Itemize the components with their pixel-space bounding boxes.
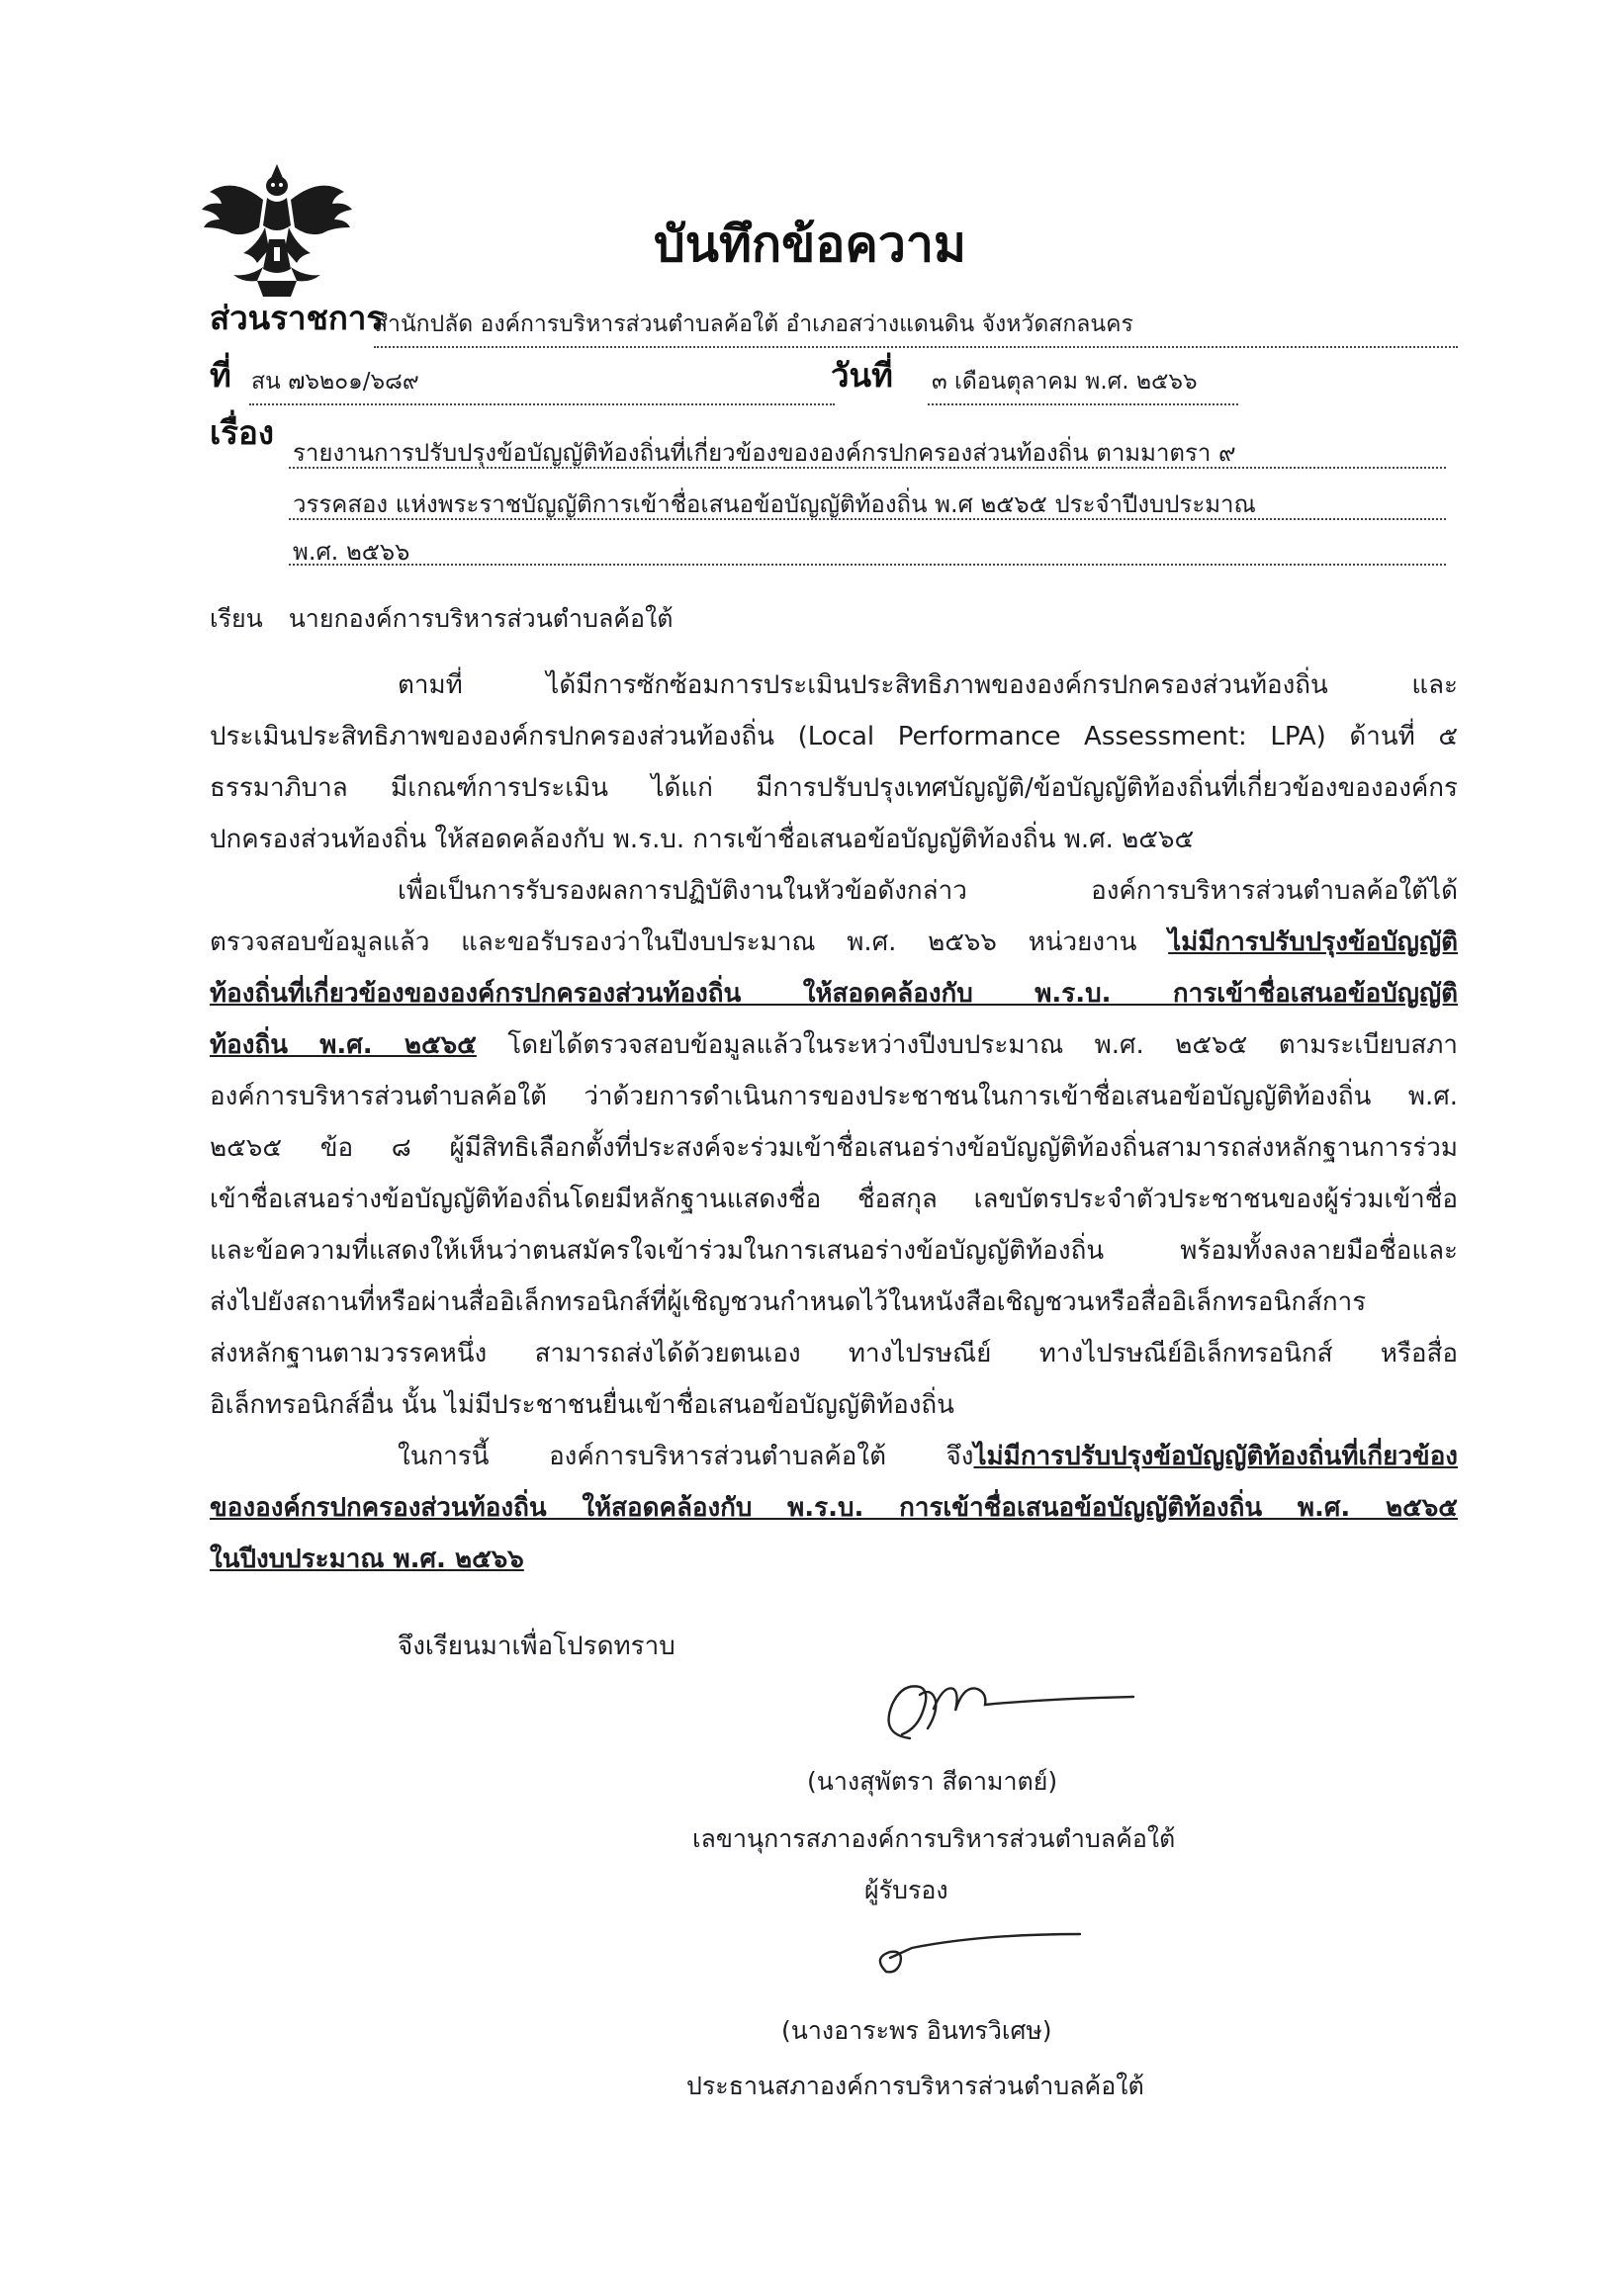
para2-line-1: เพื่อเป็นการรับรองผลการปฏิบัติงานในหัวข้อดังกล่าว องค์การบริหารส่วนตำบลค้อใต้ได้ <box>398 876 1458 906</box>
para2-line-6: ๒๕๖๕ ข้อ ๘ ผู้มีสิทธิเลือกตั้งที่ประสงค์จะร่วมเข้าชื่อเสนอร่างข้อบัญญัติท้องถิ่นสามารถส่งหลักฐานการร่วม <box>210 1133 1458 1163</box>
date-dotline <box>928 403 1238 405</box>
para2-line-3 <box>210 981 1458 1011</box>
para3-line-3 <box>210 1546 1458 1572</box>
para2-line-11: อิเล็กทรอนิกส์อื่น นั้น ไม่มีประชาชนยื่นเข้าชื่อเสนอข้อบัญญัติท้องถิ่น <box>210 1390 954 1420</box>
signatory-2-name: (นางอาระพร อินทรวิเศษ) <box>781 2016 1052 2045</box>
salutation <box>210 599 673 639</box>
para3-line-2 <box>210 1495 1458 1525</box>
para2-line-10: ส่งหลักฐานตามวรรคหนึ่ง สามารถส่งได้ด้วยตนเอง ทางไปรษณีย์ ทางไปรษณีย์อิเล็กทรอนิกส์ หรือสื่อ <box>210 1339 1458 1369</box>
department-value: สำนักปลัด องค์การบริหารส่วนตำบลค้อใต้ อำเภอสว่างแดนดิน จังหวัดสกลนคร <box>374 311 1133 337</box>
para1-line-3: ธรรมาภิบาล มีเกณฑ์การประเมิน ได้แก่ มีการปรับปรุงเทศบัญญัติ/ข้อบัญญัติท้องถิ่นที่เกี่ยวข้องขององค์กร <box>210 773 1458 803</box>
department-row <box>210 299 1458 348</box>
subject-line-2: วรรคสอง แห่งพระราชบัญญัติการเข้าชื่อเสนอข้อบัญญัติท้องถิ่น พ.ศ ๒๕๖๕ ประจำปีงบประมาณ <box>293 490 1256 518</box>
para2-line-2-text: ตรวจสอบข้อมูลแล้ว และขอรับรองว่าในปีงบประมาณ พ.ศ. ๒๕๖๖ หน่วยงาน <box>210 927 1169 957</box>
ref-label: ที่ <box>210 356 231 395</box>
para3-line-2-emphasis: ขององค์กรปกครองส่วนท้องถิ่น ให้สอดคล้องกับ พ.ร.บ. การเข้าชื่อเสนอข้อบัญญัติท้องถิ่น พ.ศ. ๒๕๖๕ <box>210 1493 1458 1523</box>
subject-dotline-1 <box>289 467 1446 469</box>
signatory-2-position: ประธานสภาองค์การบริหารส่วนตำบลค้อใต้ <box>686 2072 1144 2100</box>
para2-line-2 <box>210 929 1458 959</box>
closing-line: จึงเรียนมาเพื่อโปรดทราบ <box>398 1632 675 1661</box>
para3-line-1-text: ในการนี้ องค์การบริหารส่วนตำบลค้อใต้ จึง <box>398 1442 974 1471</box>
subject-line-1: รายงานการปรับปรุงข้อบัญญัติท้องถิ่นที่เกี่ยวข้องขององค์กรปกครองส่วนท้องถิ่น ตามมาตรา ๙ <box>293 439 1236 467</box>
department-label: ส่วนราชการ <box>210 299 385 337</box>
para2-line-4-text: โดยได้ตรวจสอบข้อมูลแล้วในระหว่างปีงบประมาณ พ.ศ. ๒๕๖๕ ตามระเบียบสภา <box>476 1030 1458 1060</box>
para2-line-4-emphasis: ท้องถิ่น พ.ศ. ๒๕๖๕ <box>210 1030 477 1060</box>
ref-date-row <box>210 356 1238 405</box>
memo-title: บันทึกข้อความ <box>654 216 966 273</box>
department-dotline <box>374 346 1458 348</box>
para2-line-2-emphasis: ไม่มีการปรับปรุงข้อบัญญัติ <box>1168 927 1458 957</box>
signatory-1-name: (นางสุพัตรา สีดามาตย์) <box>807 1767 1058 1796</box>
para1-line-2: ประเมินประสิทธิภาพขององค์กรปกครองส่วนท้องถิ่น (Local Performance Assessment: LPA) ด้านที่ ๕ <box>210 722 1458 751</box>
para3-line-1 <box>398 1444 1458 1473</box>
ref-dotline <box>249 403 835 405</box>
para1-line-1: ตามที่ ได้มีการซักซ้อมการประเมินประสิทธิภาพขององค์กรปกครองส่วนท้องถิ่น และ <box>398 670 1458 700</box>
para2-line-3-emphasis: ท้องถิ่นที่เกี่ยวข้องขององค์กรปกครองส่วนท้องถิ่น ให้สอดคล้องกับ พ.ร.บ. การเข้าชื่อเสนอข้อบัญญัติ <box>210 979 1458 1009</box>
signatory-1-position: เลขานุการสภาองค์การบริหารส่วนตำบลค้อใต้ <box>692 1824 1176 1853</box>
para2-line-8: และข้อความที่แสดงให้เห็นว่าตนสมัครใจเข้าร่วมในการเสนอร่างข้อบัญญัติท้องถิ่น พร้อมทั้งลงลายมือชื่อและ <box>210 1236 1458 1266</box>
subject-dotline-3 <box>289 564 1446 566</box>
subject-label-row <box>210 413 289 463</box>
subject-line-3: พ.ศ. ๒๕๖๖ <box>293 538 410 566</box>
date-value: ๓ เดือนตุลาคม พ.ศ. ๒๕๖๖ <box>932 369 1198 395</box>
para3-line-1-emphasis: ไม่มีการปรับปรุงข้อบัญญัติท้องถิ่นที่เกี่ยวข้อง <box>973 1442 1458 1471</box>
salutation-value: นายกองค์การบริหารส่วนตำบลค้อใต้ <box>288 604 674 633</box>
para2-line-7: เข้าชื่อเสนอร่างข้อบัญญัติท้องถิ่นโดยมีหลักฐานแสดงชื่อ ชื่อสกุล เลขบัตรประจำตัวประชาชนของผู้ร่วมเข้าชื่อ <box>210 1185 1458 1214</box>
salutation-label: เรียน <box>210 604 263 633</box>
para2-line-9: ส่งไปยังสถานที่หรือผ่านสื่ออิเล็กทรอนิกส์ที่ผู้เชิญชวนกำหนดไว้ในหนังสือเชิญชวนหรือสื่ออิเล็กทรอนิกส์การ <box>210 1287 1367 1317</box>
signature-1-image <box>858 1661 1135 1770</box>
para2-line-4 <box>210 1032 1458 1062</box>
subject-label: เรื่อง <box>210 413 274 452</box>
signature-2-image <box>851 1928 1088 2007</box>
subject-dotline-2 <box>289 518 1446 520</box>
para3-line-3-emphasis: ในปีงบประมาณ พ.ศ. ๒๕๖๖ <box>210 1545 524 1574</box>
date-label: วันที่ <box>831 356 893 395</box>
para1-line-4: ปกครองส่วนท้องถิ่น ให้สอดคล้องกับ พ.ร.บ. การเข้าชื่อเสนอข้อบัญญัติท้องถิ่น พ.ศ. ๒๕๖๕ <box>210 825 1195 854</box>
signatory-1-role: ผู้รับรอง <box>864 1876 948 1904</box>
ref-value: สน ๗๖๒๐๑/๖๘๙ <box>251 369 419 395</box>
para2-line-5: องค์การบริหารส่วนตำบลค้อใต้ ว่าด้วยการดำเนินการของประชาชนในการเข้าชื่อเสนอข้อบัญญัติท้องถิ่น พ.ศ. <box>210 1082 1458 1111</box>
